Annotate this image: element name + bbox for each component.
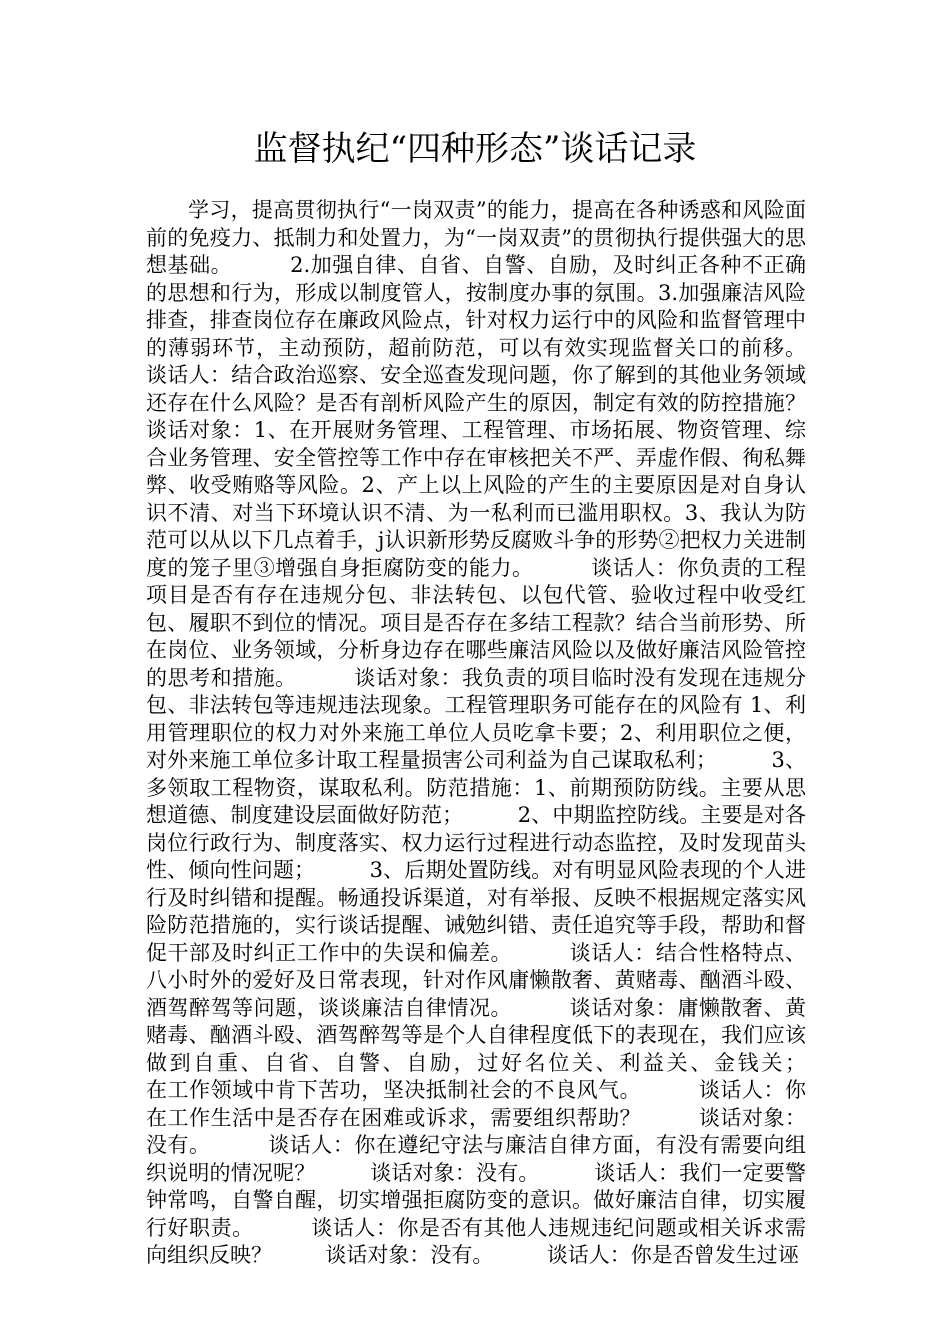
document-body-paragraph: 学习，提高贯彻执行“一岗双责”的能力，提高在各种诱惑和风险面前的免疫力、抵制力和处置力，为“一岗双责”的贯彻执行提供强大的思想基础。 2.加强自律、自省、自警、自励，及时纠正各种不正确的思想和行为，形成以制度管人，按制度办事的氛围。3.加强廉洁风险排查，排查岗位存在廉政风险点，针对权力运行中的风险和监督管理中的薄弱环节，主动预防，超前防范，可以有效实现监督关口的前移。 谈话人：结合政治巡察、安全巡查发现问题，你了解到的其他业务领域还存在什么风险？是否有剖析风险产生的原因，制定有效的防控措施？ 谈话对象：1、在开展财务管理、工程管理、市场拓展、物资管理、综合业务管理、安全管控等工作中存在审核把关不严、弄虚作假、徇私舞弊、收受贿赂等风险。2、产上以上风险的产生的主要原因是对自身认识不清、对当下环境认识不清、为一私利而已滥用职权。3、我认为防范可以从以下几点着手，j认识新形势反腐败斗争的形势②把权力关进制度的笼子里③增强自身拒腐防变的能力。 谈话人：你负责的工程项目是否有存在违规分包、非法转包、以包代管、验收过程中收受红包、履职不到位的情况。项目是否存在多结工程款？结合当前形势、所在岗位、业务领域，分析身边存在哪些廉洁风险以及做好廉洁风险管控的思考和措施。 谈话对象：我负责的项目临时没有发现在违规分包、非法转包等违规违法现象。工程管理职务可能存在的风险有 1、利用管理职位的权力对外来施工单位人员吃拿卡要；2、利用职位之便，对外来施工单位多计取工程量损害公司利益为自己谋取私利； 3、多领取工程物资，谋取私利。防范措施：1、前期预防防线。主要从思想道德、制度建设层面做好防范； 2、中期监控防线。主要是对各岗位行政行为、制度落实、权力运行过程进行动态监控，及时发现苗头性、倾向性问题； 3、后期处置防线。对有明显风险表现的个人进行及时纠错和提醒。畅通投诉渠道，对有举报、反映不根据规定落实风险防范措施的，实行谈话提醒、诫勉纠错、责任追究等手段，帮助和督促干部及时纠正工作中的失误和偏差。 谈话人：结合性格特点、八小时外的爱好及日常表现，针对作风庸懒散奢、黄赌毒、酗酒斗殴、酒驾醉驾等问题，谈谈廉洁自律情况。 谈话对象：庸懒散奢、黄赌毒、酗酒斗殴、酒驾醉驾等是个人自律程度低下的表现在，我们应该做到自重、自省、自警、自励，过好名位关、利益关、金钱关； 在工作领域中肯下苦功，坚决抵制社会的不良风气。 谈话人：你在工作生活中是否存在困难或诉求，需要组织帮助？ 谈话对象：没有。 谈话人：你在遵纪守法与廉洁自律方面，有没有需要向组织说明的情况呢？ 谈话对象：没有。 谈话人：我们一定要警钟常鸣，自警自醒，切实增强拒腐防变的意识。做好廉洁自律，切实履行好职责。 谈话人：你是否有其他人违规违纪问题或相关诉求需向组织反映？ 谈话对象：没有。 谈话人：你是否曾发生过诬 [146, 198, 860, 1267]
document-title: 监督执纪“四种形态”谈话记录 [253, 129, 697, 169]
